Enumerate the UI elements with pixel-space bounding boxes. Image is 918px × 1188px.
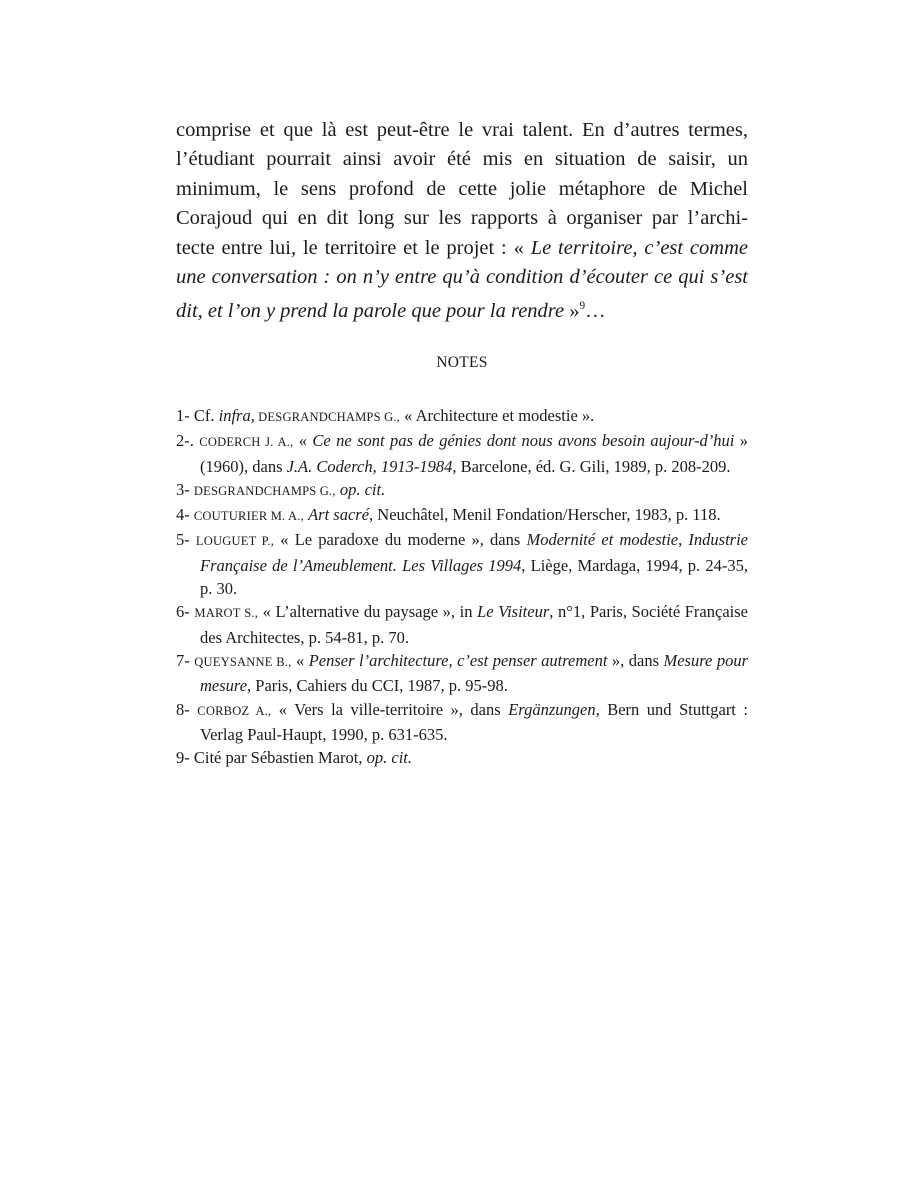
note-text: , Neuchâtel, Menil Fondation/Herscher, 1983, p. 118. [369, 505, 721, 525]
note-item [176, 528, 748, 600]
note-author: DESGRANDCHAMPS G., [254, 410, 400, 424]
notes-list [176, 404, 748, 769]
note-italic: op. cit. [366, 748, 412, 768]
text-line: l’étudiant pourrait ainsi avoir été mis en situation de saisir, un [176, 148, 748, 171]
note-text: » (1960), dans [200, 431, 749, 476]
note-number: 9- Cité par Sébastien Marot, [176, 748, 367, 768]
note-text: , Liège, Mardaga, 1994, p. 24-35, p. 30. [200, 555, 748, 599]
note-text: « L’alternative du paysage », in [258, 602, 478, 622]
note-number: 7- [176, 650, 195, 670]
note-author: CODERCH J. A., [199, 435, 294, 450]
note-item [176, 503, 748, 528]
note-text: », dans [607, 650, 664, 670]
note-number: 4- [176, 505, 194, 525]
note-text: , n°1, Paris, Société Française des Architectes, p. 54-81, p. 70. [200, 602, 748, 647]
note-item [176, 649, 748, 698]
note-item [176, 404, 748, 429]
text-fragment: tecte entre lui, le territoire et le projet : « [176, 236, 531, 259]
note-item [176, 600, 748, 649]
note-italic: Penser l’architecture, c’est penser autrement [308, 650, 608, 670]
note-number: 2-. [176, 431, 200, 451]
note-item [176, 746, 748, 769]
body-paragraph [176, 116, 748, 327]
note-text: « [291, 650, 309, 670]
note-text: « Le paradoxe du moderne », dans [274, 530, 527, 550]
note-italic: Le Visiteur [477, 602, 550, 622]
note-italic: op. cit. [339, 479, 386, 499]
note-author: MAROT S., [194, 606, 259, 621]
note-text: , Bern und Stuttgart : Verlag Paul-Haupt, 1990, p. 631-635. [200, 699, 748, 744]
note-number: 1- Cf. [176, 406, 219, 425]
text-line: Corajoud qui en dit long sur les rapports à organiser par l’archi- [176, 207, 748, 230]
note-item [176, 429, 748, 478]
text-line: minimum, le sens profond de cette jolie métaphore de Michel [176, 177, 748, 200]
quote-close: » [564, 300, 580, 323]
note-author: COUTURIER M. A., [193, 509, 304, 524]
text-line [176, 234, 748, 263]
note-number: 5- [176, 530, 196, 550]
note-text: « [293, 431, 313, 451]
note-text: , Paris, Cahiers du CCI, 1987, p. 95-98. [247, 676, 508, 696]
note-number: 3- [176, 479, 194, 499]
note-italic: Modernité et modestie, Industrie Française de l’Ameublement. Les Villages 1994 [200, 530, 748, 575]
text-line [176, 263, 748, 292]
note-italic: Ce ne sont pas de génies dont nous avons besoin aujour-d’hui [312, 431, 735, 451]
note-author: CORBOZ A., [197, 703, 272, 718]
note-author: QUEYSANNE B., [194, 654, 292, 669]
note-italic: infra, [218, 406, 255, 425]
note-item [176, 698, 748, 747]
quote-fragment: une conversation : on n’y entre qu’à condition d’écouter ce qui s’est [176, 266, 748, 289]
note-author: LOUGUET P., [195, 534, 275, 549]
note-italic: Mesure pour mesure [200, 650, 748, 696]
notes-heading: NOTES [436, 354, 488, 371]
quote-fragment: dit, et l’on y prend la parole que pour la rendre [176, 300, 565, 323]
note-text: , Barcelone, éd. G. Gili, 1989, p. 208-209. [452, 456, 731, 476]
note-reference: 9 [579, 300, 586, 313]
note-italic: J.A. Coderch, 1913-1984 [286, 456, 453, 476]
ellipsis: … [585, 300, 606, 323]
note-text: « Vers la ville-territoire », dans [271, 699, 509, 719]
text-line [176, 292, 748, 326]
quote-fragment: Le territoire, c’est comme [530, 236, 748, 259]
note-italic: Art sacré [308, 505, 370, 525]
note-number: 8- [176, 699, 198, 719]
note-item [176, 478, 748, 503]
text-line: comprise et que là est peut-être le vrai talent. En d’autres termes, [176, 119, 748, 141]
note-text: « Architecture et modestie ». [400, 406, 595, 425]
note-author: DESGRANDCHAMPS G., [193, 483, 336, 498]
note-italic: Ergänzungen [508, 699, 596, 719]
note-number: 6- [176, 602, 195, 622]
